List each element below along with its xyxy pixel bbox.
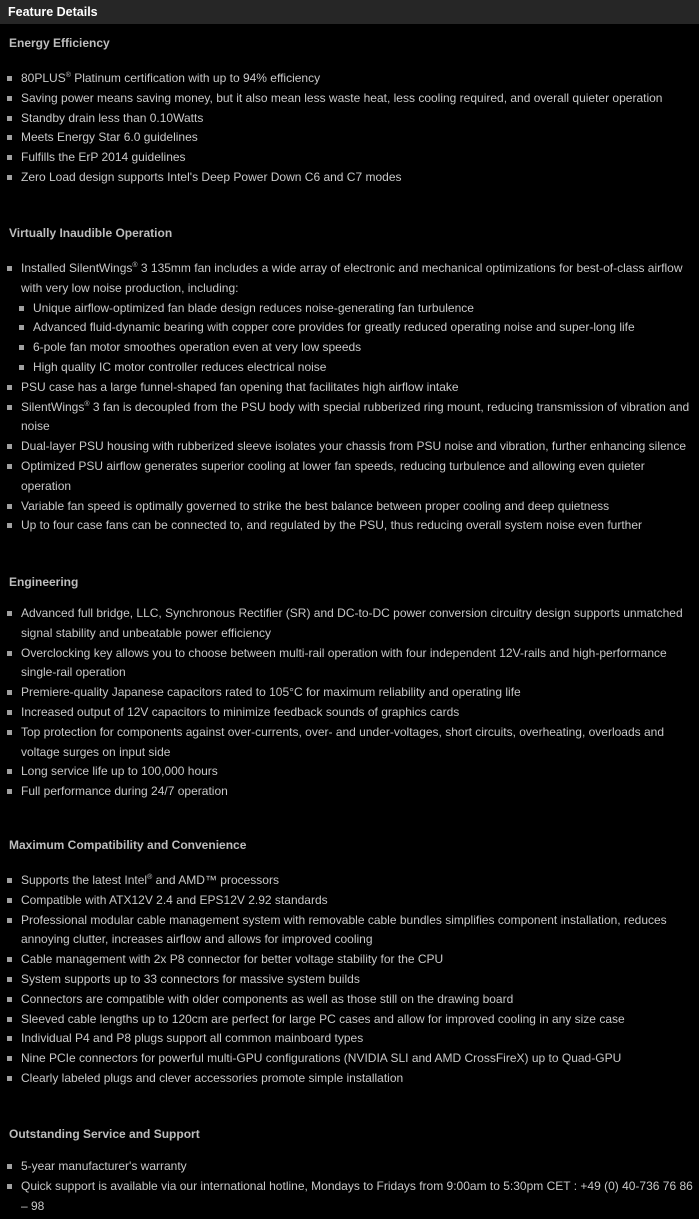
item-text: Full performance during 24/7 operation [21,784,228,799]
list-item [0,911,699,951]
list-item [0,703,699,723]
item-text: Dual-layer PSU housing with rubberized sleeve isolates your chassis from PSU noise and vibration, further enhancing silence [21,439,687,454]
list-item [0,950,699,970]
item-text: Increased output of 12V capacitors to minimize feedback sounds of graphics cards [21,704,460,719]
section-title-maximum-compatibility-and-convenience: Maximum Compatibility and Convenience [9,838,247,852]
list-item [0,782,699,802]
feature-list-engineering [0,604,699,802]
item-text: Premiere-quality Japanese capacitors rated to 105°C for maximum reliability and operating life [21,685,521,700]
list-item [0,109,699,129]
registered-mark: ® [132,262,138,269]
list-item [0,990,699,1010]
list-item [0,437,699,457]
sub-list-item [0,338,699,358]
item-text: Advanced fluid-dynamic bearing with copper core provides for greatly reduced operating noise and super-long life [33,320,635,335]
feature-list-virtually-inaudible-operation [0,259,699,536]
list-item [0,128,699,148]
list-item [0,871,699,891]
item-text: Standby drain less than 0.10Watts [21,110,204,125]
feature-list-energy-efficiency [0,69,699,188]
item-text: 80PLUS [21,71,66,85]
item-text: Clearly labeled plugs and clever accessories promote simple installation [21,1070,404,1085]
item-text: Overclocking key allows you to choose between multi-rail operation with four independent 12V-rails and high-performance single-rail operation [21,645,667,680]
item-text: Fulfills the ErP 2014 guidelines [21,150,186,165]
section-title-virtually-inaudible-operation: Virtually Inaudible Operation [9,226,173,240]
registered-mark: ® [65,72,71,79]
item-text: Compatible with ATX12V 2.4 and EPS12V 2.92 standards [21,892,328,907]
section-title-energy-efficiency: Energy Efficiency [9,36,110,50]
list-item [0,1010,699,1030]
list-item [0,148,699,168]
item-text: Advanced full bridge, LLC, Synchronous Rectifier (SR) and DC-to-DC power conversion circuitry design supports unmatched signal stability and unbeatable power efficiency [21,606,683,640]
list-item [0,891,699,911]
item-text: Installed SilentWings [21,261,133,275]
item-text: Individual P4 and P8 plugs support all common mainboard types [21,1031,364,1046]
list-item [0,89,699,109]
item-text-after: and AMD™ processors [152,873,279,887]
registered-mark: ® [147,874,153,881]
list-item [0,604,699,644]
item-text: High quality IC motor controller reduces electrical noise [33,359,327,374]
sub-feature-list [0,299,699,378]
item-text: PSU case has a large funnel-shaped fan opening that facilitates high airflow intake [21,379,459,394]
section-title-engineering: Engineering [9,575,79,589]
list-item [0,497,699,517]
list-item [0,69,699,89]
section-title-outstanding-service-and-support: Outstanding Service and Support [9,1127,200,1141]
registered-mark: ® [84,400,90,408]
list-item [0,516,699,536]
feature-list-outstanding-service-and-support [0,1157,699,1216]
list-item [0,1069,699,1089]
item-text: Saving power means saving money, but it also mean less waste heat, less cooling required, and overall quieter operation [21,90,663,105]
list-item [0,378,699,398]
item-text: Top protection for components against over-currents, over- and under-voltages, short circuits, overheating, overloads and voltage surges on input side [21,724,665,759]
item-text: Sleeved cable lengths up to 120cm are perfect for large PC cases and allow for improved cooling in any size case [21,1011,625,1026]
item-text: Optimized PSU airflow generates superior cooling at lower fan speeds, reducing turbulence and allowing even quieter operation [21,458,645,493]
list-item [0,1029,699,1049]
item-text: Up to four case fans can be connected to, and regulated by the PSU, thus reducing overall system noise even further [21,518,643,533]
list-item [0,723,699,763]
list-item [0,683,699,703]
item-text: Long service life up to 100,000 hours [21,764,218,779]
list-item [0,644,699,684]
item-text: 6-pole fan motor smoothes operation even at very low speeds [33,340,362,355]
sub-list-item [0,299,699,319]
list-item [0,457,699,497]
item-text: System supports up to 33 connectors for massive system builds [21,971,360,986]
item-text: Nine PCIe connectors for powerful multi-GPU configurations (NVIDIA SLI and AMD CrossFireX) up to Quad-GPU [21,1051,622,1066]
item-text: 5-year manufacturer's warranty [21,1159,187,1173]
item-text-after: 3 135mm fan includes a wide array of electronic and mechanical optimizations for best-of-class airflow with very low noise production, including: [21,261,683,295]
sub-list-item [0,318,699,338]
list-item [0,1177,699,1217]
item-text: Unique airflow-optimized fan blade design reduces noise-generating fan turbulence [33,300,474,315]
list-item [0,762,699,782]
item-text: Meets Energy Star 6.0 guidelines [21,130,198,145]
item-text: Quick support is available via our international hotline, Mondays to Fridays from 9:00am to 5:30pm CET : +49 (0) 40-736 76 86 – 98 [21,1178,693,1213]
item-text: Zero Load design supports Intel's Deep Power Down C6 and C7 modes [21,169,402,184]
list-item [0,398,699,438]
page-title: Feature Details [0,0,699,24]
item-text: Professional modular cable management system with removable cable bundles simplifies component installation, reduces annoying clutter, increases airflow and allows for improved cooling [21,912,667,947]
item-text-after: 3 fan is decoupled from the PSU body with special rubberized ring mount, reducing transmission of vibration and noise [21,399,690,434]
feature-list-maximum-compatibility-and-convenience [0,871,699,1089]
list-item [0,1157,699,1177]
item-text: Variable fan speed is optimally governed to strike the best balance between proper cooling and deep quietness [21,498,610,513]
sub-list-item [0,358,699,378]
item-text-after: Platinum certification with up to 94% efficiency [70,71,321,85]
list-item [0,970,699,990]
list-item [0,259,699,299]
item-text: SilentWings [21,399,85,414]
list-item [0,1049,699,1069]
item-text: Supports the latest Intel [21,873,148,887]
item-text: Connectors are compatible with older components as well as those still on the drawing board [21,991,514,1006]
list-item [0,168,699,188]
item-text: Cable management with 2x P8 connector for better voltage stability for the CPU [21,952,444,967]
